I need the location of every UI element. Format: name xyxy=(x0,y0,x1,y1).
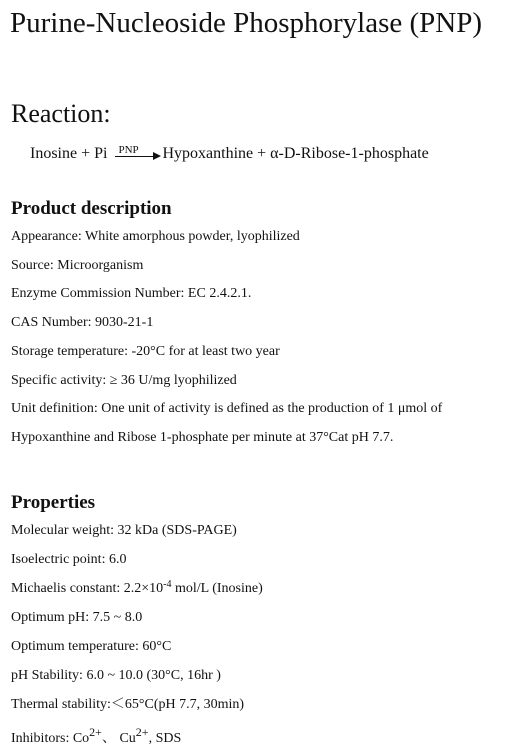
optimum-ph-line: Optimum pH: 7.5 ~ 8.0 xyxy=(11,610,143,625)
michaelis-constant-line xyxy=(11,580,263,598)
inhibitors-suffix: , SDS xyxy=(148,731,182,746)
reaction-substrates: Inosine + Pi xyxy=(30,145,108,162)
source-line: Source: Microorganism xyxy=(11,258,144,273)
michaelis-exponent: -4 xyxy=(163,579,172,590)
storage-temperature-line: Storage temperature: -20°C for at least two year xyxy=(11,344,280,359)
unit-definition-line: Unit definition: One unit of activity is defined as the production of 1 μmol of xyxy=(11,401,443,416)
unit-definition-line-2: Hypoxanthine and Ribose 1-phosphate per minute at 37°Cat pH 7.7. xyxy=(11,430,394,445)
ec-number-line: Enzyme Commission Number: EC 2.4.2.1. xyxy=(11,286,252,301)
thermal-stability-line: Thermal stability:＜65°C(pH 7.7, 30min) xyxy=(11,697,245,712)
arrow-head-icon xyxy=(153,152,161,160)
reaction-arrow xyxy=(115,143,159,165)
reaction-equation xyxy=(30,143,429,169)
product-description-heading: Product description xyxy=(11,198,172,219)
cas-number-line: CAS Number: 9030-21-1 xyxy=(11,315,154,330)
optimum-temperature-line: Optimum temperature: 60°C xyxy=(11,639,172,654)
inhibitors-line xyxy=(11,725,182,748)
reaction-heading: Reaction: xyxy=(11,99,111,128)
michaelis-constant-unit: mol/L (Inosine) xyxy=(171,581,263,596)
ph-stability-line: pH Stability: 6.0 ~ 10.0 (30°C, 16hr ) xyxy=(11,668,221,683)
michaelis-constant-value: Michaelis constant: 2.2×10 xyxy=(11,581,164,596)
inhibitors-separator: 、 Cu xyxy=(101,731,136,746)
page-title: Purine-Nucleoside Phosphorylase (PNP) xyxy=(10,7,483,39)
copper-charge: 2+ xyxy=(135,725,149,739)
appearance-line: Appearance: White amorphous powder, lyophilized xyxy=(11,229,300,244)
inhibitors-prefix: Inhibitors: Co xyxy=(11,731,90,746)
reaction-arrow-label: PNP xyxy=(118,144,139,156)
molecular-weight-line: Molecular weight: 32 kDa (SDS-PAGE) xyxy=(11,523,237,538)
specific-activity-line: Specific activity: ≥ 36 U/mg lyophilized xyxy=(11,373,237,388)
isoelectric-point-line: Isoelectric point: 6.0 xyxy=(11,552,127,567)
cobalt-charge: 2+ xyxy=(89,725,102,739)
properties-heading: Properties xyxy=(11,492,96,513)
reaction-products: Hypoxanthine + α-D-Ribose-1-phosphate xyxy=(162,145,429,162)
